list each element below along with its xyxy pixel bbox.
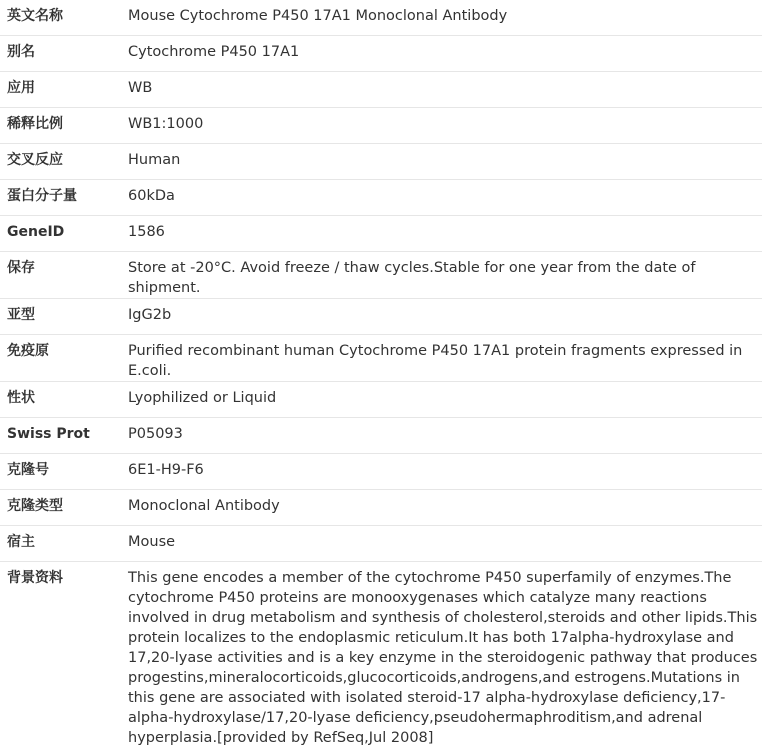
spec-label: 保存 [0,252,120,299]
spec-value: Mouse [120,526,762,562]
spec-value: Lyophilized or Liquid [120,382,762,418]
spec-row-immunogen [0,335,762,382]
spec-label: 蛋白分子量 [0,180,120,216]
spec-row-application [0,72,762,108]
spec-row-host [0,526,762,562]
spec-row-background [0,562,762,753]
spec-value: Purified recombinant human Cytochrome P450 17A1 protein fragments expressed in E.coli. [120,335,762,382]
spec-value: Monoclonal Antibody [120,490,762,526]
spec-row-clone-type [0,490,762,526]
spec-label: 别名 [0,36,120,72]
spec-row-gene-id [0,216,762,252]
spec-value: IgG2b [120,299,762,335]
spec-row-clone-number [0,454,762,490]
spec-label: 应用 [0,72,120,108]
spec-label: 性状 [0,382,120,418]
spec-value: Store at -20°C. Avoid freeze / thaw cycles.Stable for one year from the date of shipment. [120,252,762,299]
spec-label: 克隆类型 [0,490,120,526]
spec-row-english-name [0,0,762,36]
spec-row-alias [0,36,762,72]
spec-label: GeneID [0,216,120,252]
spec-label: 免疫原 [0,335,120,382]
spec-value: WB [120,72,762,108]
spec-value: Mouse Cytochrome P450 17A1 Monoclonal Antibody [120,0,762,36]
spec-value: Human [120,144,762,180]
spec-row-dilution [0,108,762,144]
spec-value: 1586 [120,216,762,252]
spec-row-swiss-prot [0,418,762,454]
spec-value: WB1:1000 [120,108,762,144]
spec-row-cross-reactivity [0,144,762,180]
spec-label: 亚型 [0,299,120,335]
spec-label: 克隆号 [0,454,120,490]
spec-row-form [0,382,762,418]
spec-value: Cytochrome P450 17A1 [120,36,762,72]
spec-value: 60kDa [120,180,762,216]
spec-row-molecular-weight [0,180,762,216]
spec-label: 背景资料 [0,562,120,753]
spec-label: 英文名称 [0,0,120,36]
spec-label: 交叉反应 [0,144,120,180]
spec-value: P05093 [120,418,762,454]
spec-value: 6E1-H9-F6 [120,454,762,490]
spec-label: 宿主 [0,526,120,562]
spec-row-storage [0,252,762,299]
spec-label: Swiss Prot [0,418,120,454]
spec-value: This gene encodes a member of the cytochrome P450 superfamily of enzymes.The cytochrome P450 proteins are monooxygenases which catalyze many reactions involved in drug metabolism and synthesis of cholesterol,steroids and other lipids.This protein localizes to the endoplasmic reticulum.It has both 17alpha-hydroxylase and 17,20-lyase activities and is a key enzyme in the steroidogenic pathway that produces progestins,mineralocorticoids,glucocorticoids,androgens,and estrogens.Mutations in this gene are associated with isolated steroid-17 alpha-hydroxylase deficiency,17-alpha-hydroxylase/17,20-lyase deficiency,pseudohermaphroditism,and adrenal hyperplasia.[provided by RefSeq,Jul 2008] [120,562,762,753]
spec-label: 稀释比例 [0,108,120,144]
spec-row-isotype [0,299,762,335]
